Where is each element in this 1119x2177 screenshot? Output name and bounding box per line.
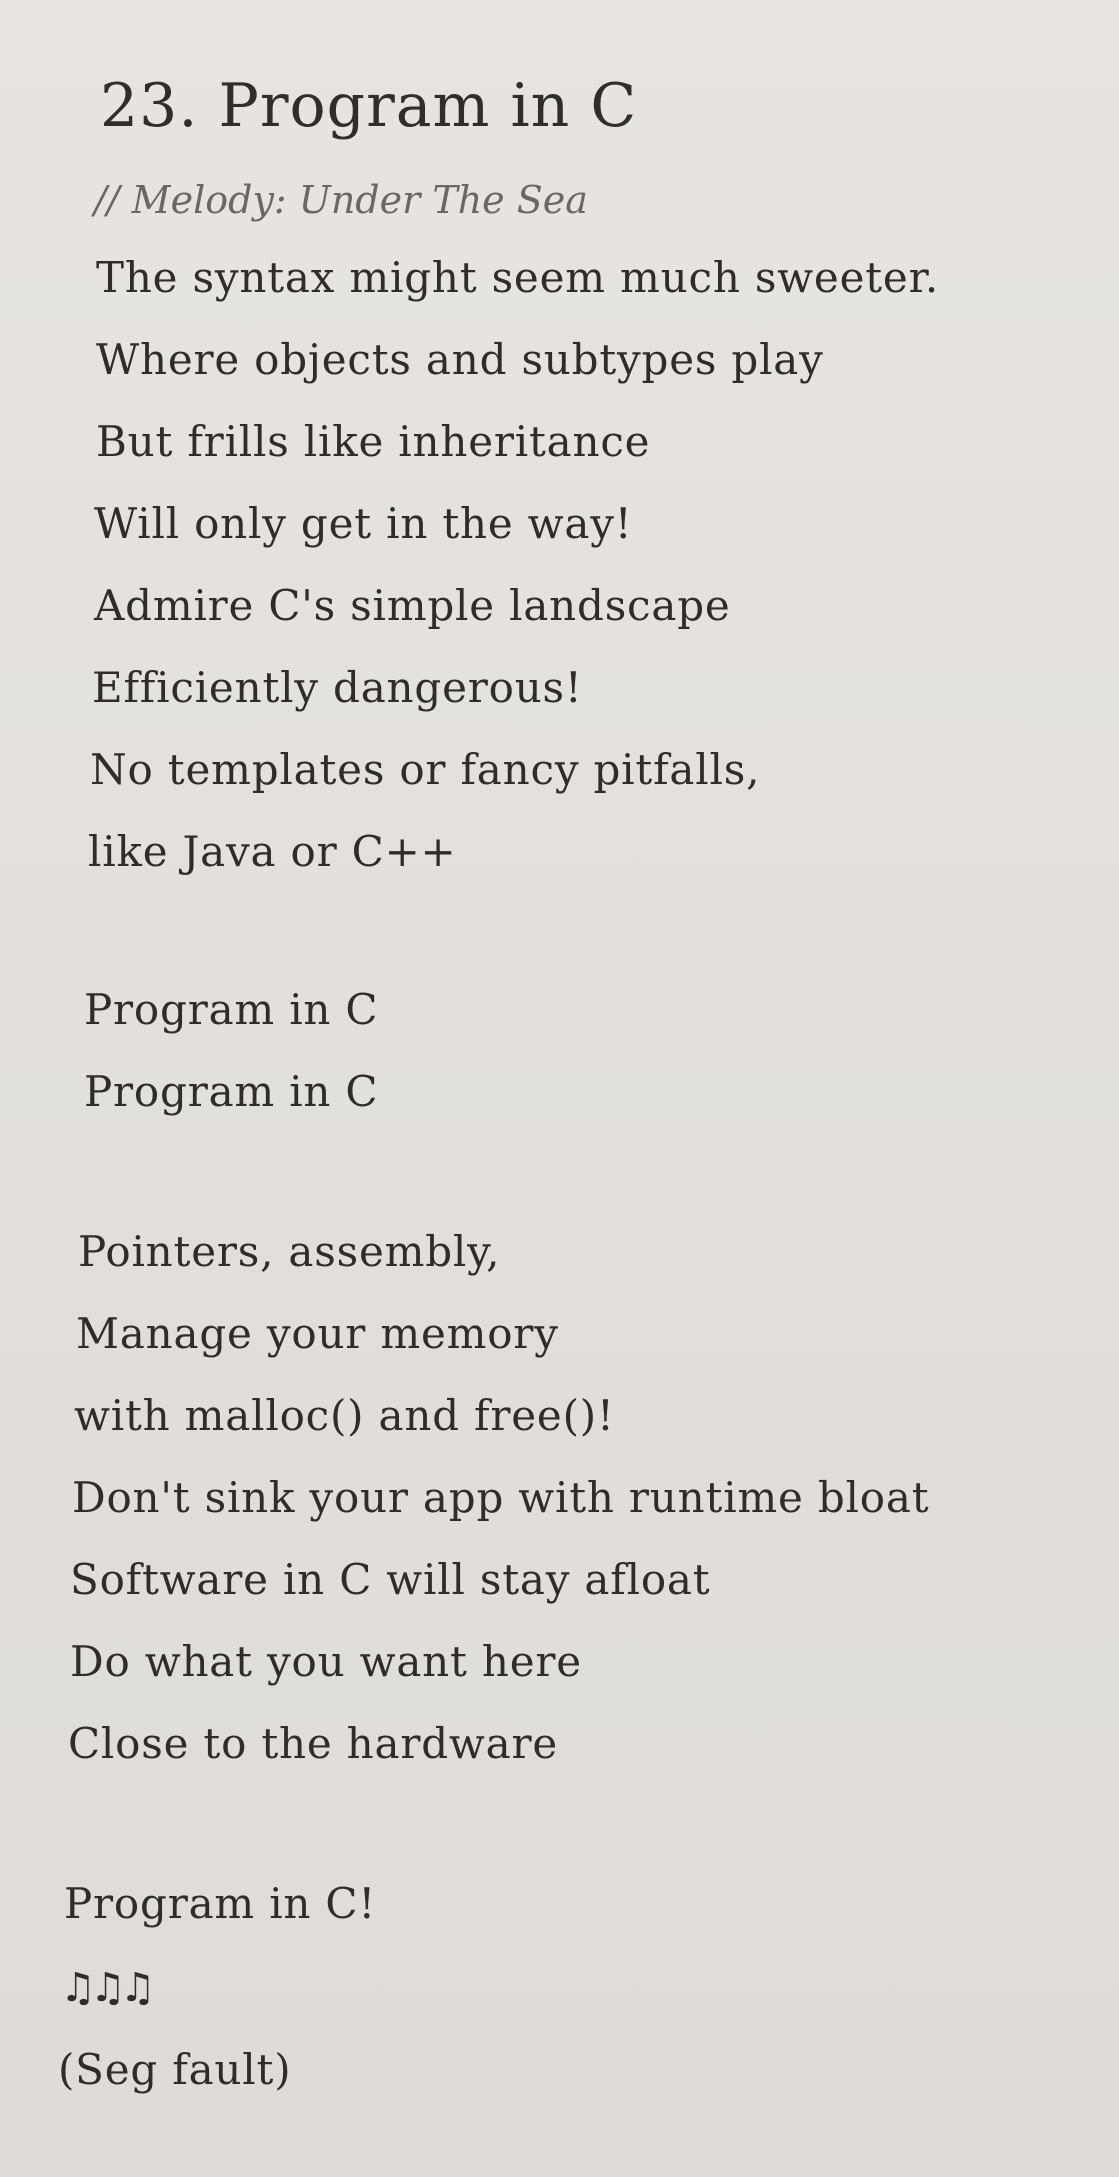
lyric-line: But frills like inheritance [96,417,651,466]
final-chorus-line: Program in C! [64,1879,377,1928]
lyric-line: Don't sink your app with runtime bloat [72,1473,930,1522]
lyric-line: Software in C will stay afloat [70,1555,711,1604]
lyric-line: Manage your memory [76,1309,559,1358]
chorus-line: Program in C [84,1067,379,1116]
song-title: 23. Program in C [100,71,638,141]
chorus-line: Program in C [84,985,379,1034]
lyric-line: The syntax might seem much sweeter. [96,253,939,302]
lyric-line: No templates or fancy pitfalls, [90,745,761,794]
lyric-line: Do what you want here [70,1637,582,1686]
music-notes-icon: ♫♫♫ [60,1965,150,2011]
melody-note: // Melody: Under The Sea [94,178,588,222]
lyric-line: Pointers, assembly, [78,1227,501,1276]
lyric-line: Close to the hardware [68,1719,559,1768]
lyric-line: Will only get in the way! [94,499,633,548]
lyric-line: Admire C's simple landscape [94,581,731,630]
lyric-line: like Java or C++ [88,827,457,876]
lyric-line: Where objects and subtypes play [96,335,824,384]
lyric-line: Efficiently dangerous! [92,663,583,712]
seg-fault-line: (Seg fault) [58,2045,292,2094]
lyric-line: with malloc() and free()! [74,1391,615,1440]
